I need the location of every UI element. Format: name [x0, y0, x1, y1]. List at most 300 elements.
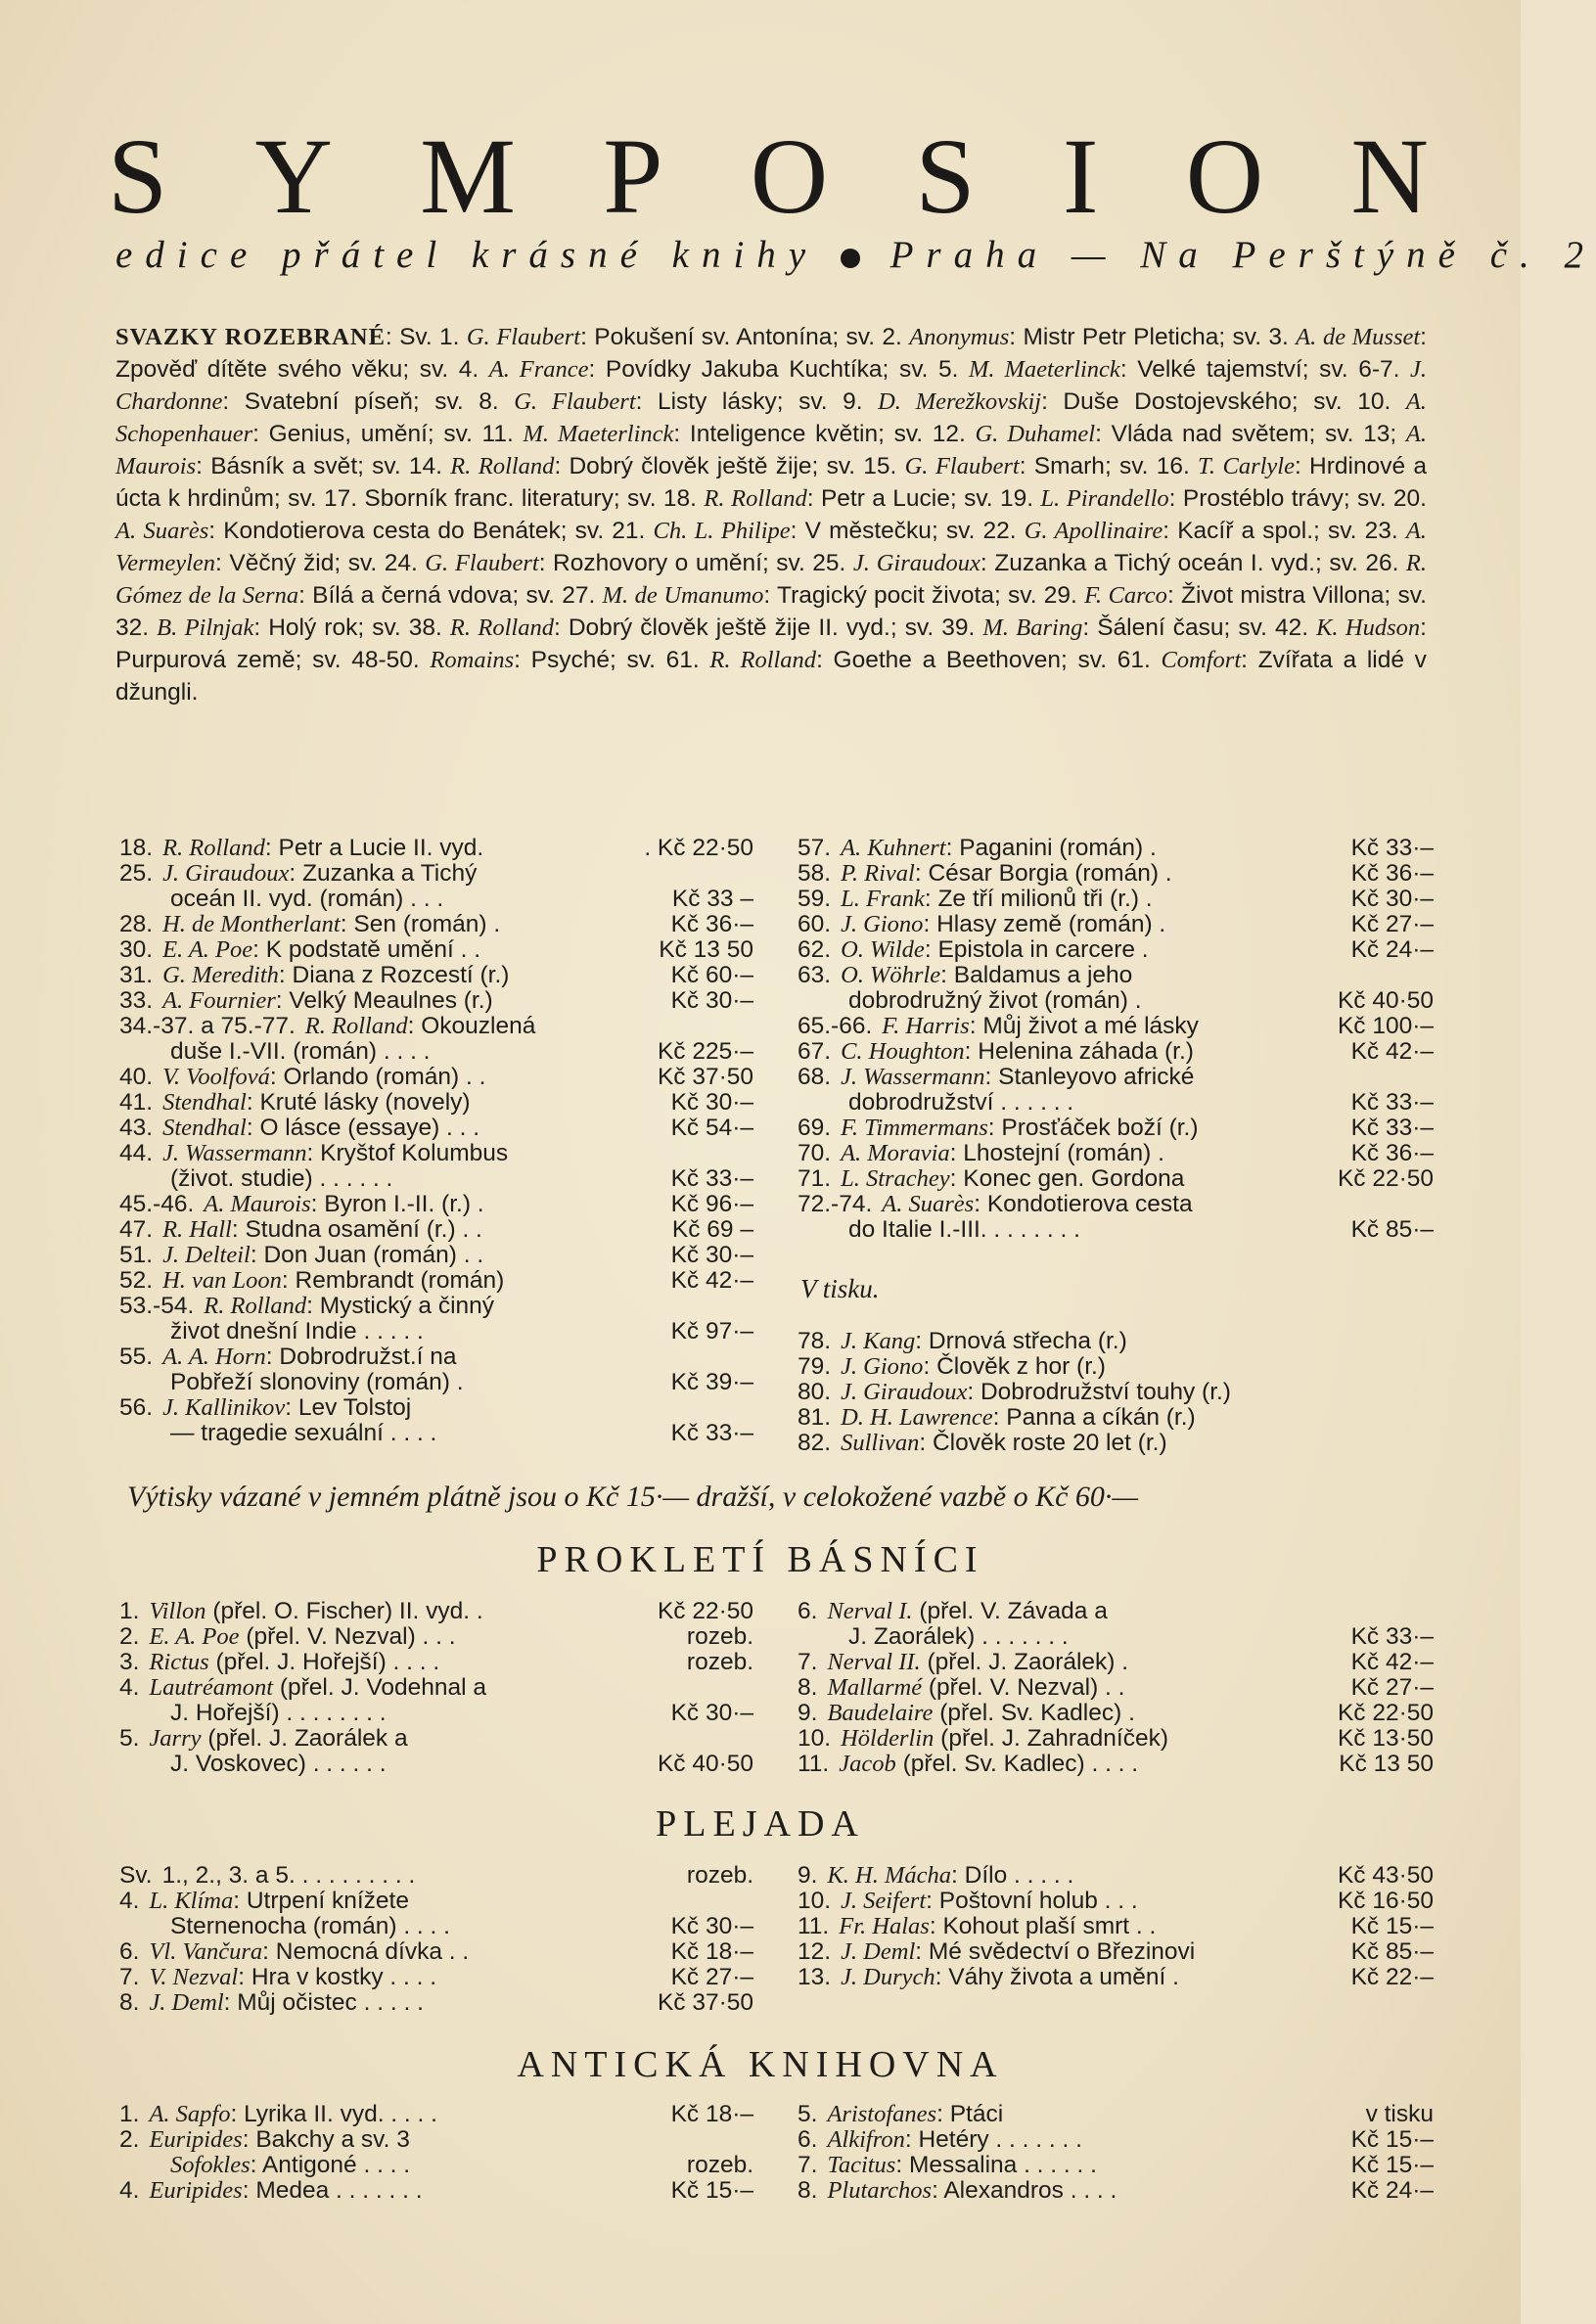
volume-number: Sv. 1.	[399, 324, 467, 350]
item-number: 34.-37. a 75.-77.	[119, 1013, 296, 1039]
item-number: 81.	[798, 1404, 832, 1431]
book-title: Kondotierova cesta	[986, 1191, 1193, 1217]
book-title: Kruté lásky (novely)	[259, 1089, 471, 1116]
anticka-right-list	[798, 2102, 1434, 2204]
sold-out-item: sv. 18. R. Rolland: Petr a Lucie	[627, 485, 950, 512]
author: P. Rival	[841, 860, 915, 887]
book-title: Rembrandt (román)	[295, 1267, 505, 1294]
list-item: 40.V. Voolfová: Orlando (román) . . Kč 37·50	[119, 1064, 753, 1090]
author: Alkifron	[827, 2126, 905, 2153]
item-number: 5.	[119, 1725, 140, 1752]
book-title: Mistr Petr Pleticha	[1023, 324, 1219, 350]
title-letter: M	[420, 116, 516, 236]
book-title: Prostéblo trávy	[1182, 485, 1344, 512]
price: Kč 22·50	[1337, 1700, 1434, 1726]
item-number: 3.	[119, 1649, 140, 1675]
item-number: 62.	[798, 936, 832, 963]
item-number: 80.	[798, 1379, 832, 1405]
list-item: 58.P. Rival: César Borgia (román) . Kč 36·–	[798, 860, 1434, 887]
list-item	[119, 1421, 753, 1446]
volume-number: sv. 29.	[1008, 582, 1085, 609]
author: Plutarchos	[827, 2177, 933, 2204]
list-item	[798, 1217, 1434, 1243]
author: M. Baring	[982, 615, 1083, 641]
bullet-icon	[841, 249, 860, 268]
author: Villon	[149, 1598, 206, 1624]
price: Kč 43·50	[1337, 1862, 1434, 1889]
price: Kč 33·–	[1350, 1089, 1434, 1116]
author: A. Kuhnert	[841, 835, 946, 861]
price: Kč 33·–	[1350, 1623, 1434, 1650]
list-item	[798, 1752, 1434, 1777]
list-item: 43.Stendhal: O lásce (essaye) . . . Kč 54·–	[119, 1115, 753, 1141]
book-title: Okouzlená	[421, 1013, 536, 1039]
item-number: 9.	[798, 1862, 818, 1889]
author: R. Rolland	[449, 615, 554, 641]
price: Kč 18·–	[670, 1938, 753, 1965]
price: Kč 27·–	[1350, 1674, 1434, 1701]
price: Kč 40·50	[657, 1751, 753, 1777]
list-item	[119, 1675, 753, 1701]
list-item: 67.C. Houghton: Helenina záhada (r.) Kč 42·–	[798, 1038, 1434, 1065]
author: H. van Loon	[162, 1267, 282, 1294]
author: F. Harris	[882, 1013, 970, 1039]
book-title: Pokušení sv. Antonína	[594, 324, 833, 350]
author: L. Strachey	[841, 1165, 950, 1192]
author: Euripides	[149, 2126, 243, 2153]
list-item	[119, 1166, 753, 1192]
author: A. Maurois	[204, 1191, 311, 1217]
item-number: 59.	[798, 886, 832, 912]
book-title: Utrpení knížete	[246, 1888, 409, 1914]
price: Kč 33·–	[1350, 835, 1434, 861]
book-title: Kohout plaší smrt . .	[942, 1913, 1157, 1939]
book-title: Messalina . . . . . .	[908, 2152, 1097, 2178]
list-item: 44.J. Wassermann: Kryštof Kolumbus	[119, 1140, 509, 1166]
author: J. Delteil	[162, 1242, 251, 1268]
list-item: 52.H. van Loon: Rembrandt (román) Kč 42·–	[119, 1267, 753, 1294]
list-item: 12.J. Deml: Mé svědectví o Březinovi Kč 85·–	[798, 1938, 1434, 1965]
plejada-left-list	[119, 1863, 753, 2016]
author: E. A. Poe	[149, 1623, 240, 1650]
price: Kč 69 –	[671, 1216, 753, 1243]
list-item: 47.R. Hall: Studna osamění (r.) . . Kč 69 –	[119, 1216, 753, 1243]
sold-out-item: sv. 11. M. Maeterlinck: Inteligence květin	[443, 421, 879, 447]
book-title: Alexandros . . . .	[943, 2177, 1117, 2204]
author: R. Rolland	[704, 485, 807, 512]
book-title: Nemocná dívka . .	[275, 1938, 470, 1965]
binding-note: Výtisky vázané v jemném plátně jsou o Kč 15·— dražší, v celokožené vazbě o Kč 60·—	[127, 1481, 1139, 1513]
book-title: (přel. Sv. Kadlec) . . . .	[902, 1751, 1139, 1777]
price: Kč 15·–	[1350, 2126, 1434, 2153]
author: B. Pilnjak	[157, 615, 254, 641]
sold-out-item: sv. 25. J. Giraudoux: Zuzanka a Tichý oceán I. vyd.	[776, 550, 1315, 576]
item-number: 70.	[798, 1140, 832, 1166]
price: Kč 42·–	[1350, 1038, 1434, 1065]
volume-number: sv. 21.	[574, 518, 654, 544]
book-title: Lev Tolstoj	[297, 1394, 412, 1421]
author: Jarry	[149, 1725, 202, 1752]
price: Kč 24·–	[1350, 2177, 1434, 2204]
book-title: V městečku	[804, 518, 932, 544]
item-number: 82.	[798, 1430, 832, 1456]
item-number: 25.	[119, 860, 154, 887]
book-title: Baldamus a jeho	[953, 962, 1133, 988]
author: A. de Musset	[1296, 324, 1421, 350]
item-number: 1.	[119, 2101, 140, 2127]
sold-out-item: sv. 48-50. Romains: Psyché	[312, 647, 610, 673]
author: Lautréamont	[149, 1674, 274, 1701]
list-item: 6.Alkifron: Hetéry . . . . . . . Kč 15·–	[798, 2126, 1434, 2153]
title-letter: P	[603, 116, 663, 236]
author: Fr. Halas	[839, 1913, 930, 1939]
subtitle-left: edice přátel krásné knihy	[115, 234, 819, 276]
price: Kč 27·–	[670, 1964, 753, 1990]
author: Stendhal	[162, 1115, 247, 1141]
author: T. Carlyle	[1198, 453, 1295, 479]
price: Kč 30·–	[670, 1913, 753, 1939]
sold-out-item: sv. 32. B. Pilnjak: Holý rok	[115, 582, 1427, 641]
price: Kč 30·–	[670, 1700, 753, 1726]
price: Kč 36·–	[670, 911, 753, 937]
item-number: 30.	[119, 936, 154, 963]
price: rozeb.	[686, 1862, 753, 1889]
list-item	[119, 1650, 753, 1675]
book-title: Genius, umění	[268, 421, 428, 447]
book-title: (přel. V. Nezval) . .	[928, 1674, 1125, 1701]
book-title: Hetéry . . . . . . .	[918, 2126, 1082, 2153]
item-number: 5.	[798, 2101, 818, 2127]
author: R. Hall	[162, 1216, 232, 1243]
book-title: Petr a Lucie	[820, 485, 950, 512]
volume-number: sv. 15.	[826, 453, 905, 479]
book-title: Holý rok	[268, 615, 358, 641]
list-item: 10.J. Seifert: Poštovní holub . . . Kč 16·50	[798, 1888, 1434, 1914]
book-title: Sternenocha (román) . . . .	[170, 1913, 450, 1939]
book-title: Dobrý člověk ještě žije	[569, 453, 812, 479]
sold-out-item: sv. 27. M. de Umanumo: Tragický pocit života	[525, 582, 994, 609]
item-number: 9.	[798, 1700, 818, 1726]
list-item: 71.L. Strachey: Konec gen. Gordona Kč 22·50	[798, 1165, 1434, 1192]
author: R. Rolland	[450, 453, 555, 479]
price: Kč 33·–	[670, 1420, 753, 1446]
author: M. Maeterlinck	[523, 421, 674, 447]
item-number: 79.	[798, 1353, 832, 1380]
author: J. Wassermann	[841, 1064, 985, 1090]
list-item: 53.-54.R. Rolland: Mystický a činný	[119, 1293, 495, 1319]
symposion-left-list	[119, 836, 753, 1446]
price: Kč 60·–	[670, 962, 753, 988]
volume-number: sv. 61.	[626, 647, 710, 673]
author: A. Vermeylen	[115, 518, 1427, 576]
book-title: Panna a cíkán (r.)	[1006, 1404, 1196, 1431]
volume-number: sv. 25.	[776, 550, 853, 576]
item-number: 4.	[119, 2177, 140, 2204]
price: Kč 225·–	[657, 1038, 753, 1065]
sold-out-item: sv. 4. A. France: Povídky Jakuba Kuchtíka	[419, 356, 883, 383]
author: F. Timmermans	[841, 1115, 988, 1141]
author: A. Fournier	[162, 987, 276, 1014]
book-title: Člověk z hor (r.)	[936, 1353, 1106, 1380]
price: Kč 54·–	[670, 1115, 753, 1141]
author: G. Flaubert	[466, 324, 581, 350]
volume-number: sv. 6-7.	[1319, 356, 1410, 383]
price: Kč 100·–	[1337, 1013, 1434, 1039]
list-item: 25.J. Giraudoux: Zuzanka a Tichý	[119, 860, 478, 887]
book-title: (život. studie) . . . . . .	[170, 1165, 393, 1192]
book-title: oceán II. vyd. (román) . . .	[170, 886, 444, 912]
price: Kč 30·–	[1350, 886, 1434, 912]
list-item: 1.A. Sapfo: Lyrika II. vyd. . . . . Kč 18·–	[119, 2101, 753, 2127]
book-title: J. Hořejší) . . . . . . . .	[170, 1700, 387, 1726]
book-title: do Italie I.-III. . . . . . . .	[848, 1216, 1080, 1243]
volume-number: sv. 32.	[115, 582, 1427, 641]
list-item: 13.J. Durych: Váhy života a umění . Kč 22·–	[798, 1964, 1434, 1990]
list-item: 8.Plutarchos: Alexandros . . . . Kč 24·–	[798, 2177, 1434, 2204]
section-title-anticka: ANTICKÁ KNIHOVNA	[517, 2044, 1004, 2085]
book-title: Dobrodružství touhy (r.)	[980, 1379, 1231, 1405]
sold-out-item: sv. 16. T. Carlyle: Hrdinové a úcta k hrdinům	[115, 453, 1427, 512]
price: Kč 15·–	[1350, 2152, 1434, 2178]
author: C. Houghton	[841, 1038, 965, 1065]
volume-number: sv. 13;	[1325, 421, 1406, 447]
book-title: Život mistra Villona	[1181, 582, 1385, 609]
book-title: Dobrodružst.í na	[279, 1344, 457, 1370]
author: Nerval II.	[827, 1649, 921, 1675]
book-title: Kacíř a spol.	[1177, 518, 1314, 544]
author: Sullivan	[841, 1430, 920, 1456]
price: Kč 33·–	[670, 1165, 753, 1192]
author: J. Durych	[841, 1964, 935, 1990]
list-item: 7.V. Nezval: Hra v kostky . . . . Kč 27·–	[119, 1964, 753, 1990]
author: Mallarmé	[827, 1674, 923, 1701]
author: Comfort	[1161, 647, 1242, 673]
author: Jacob	[839, 1751, 896, 1777]
book-title: dobrodružný život (román) .	[848, 987, 1142, 1014]
item-number: 47.	[119, 1216, 154, 1243]
author: J. Deml	[841, 1938, 916, 1965]
price: Kč 42·–	[670, 1267, 753, 1294]
title-letter: S	[108, 116, 168, 236]
book-title: Konec gen. Gordona	[963, 1165, 1185, 1192]
list-item: 81.D. H. Lawrence: Panna a cíkán (r.)	[798, 1404, 1196, 1431]
list-item	[798, 1599, 1434, 1624]
book-title: Člověk roste 20 let (r.)	[932, 1430, 1167, 1456]
volume-number: sv. 11.	[443, 421, 524, 447]
price: rozeb.	[686, 2152, 753, 2178]
book-title: Hra v kostky . . . .	[251, 1964, 437, 1990]
author: J. Kallinikov	[162, 1394, 286, 1421]
price: Kč 13 50	[659, 936, 753, 963]
volume-number: sv. 38.	[372, 615, 450, 641]
book-title: Zvířata a lidé v džungli.	[115, 647, 1427, 706]
volume-number: sv. 10.	[1313, 388, 1406, 415]
price: Kč 15·–	[1350, 1913, 1434, 1939]
item-number: 8.	[798, 2177, 818, 2204]
volume-number: sv. 14.	[372, 453, 451, 479]
book-title: Epistola in carcere .	[937, 936, 1149, 963]
book-title: Inteligence květin	[689, 421, 879, 447]
sold-out-heading: SVAZKY ROZEBRANÉ	[115, 324, 386, 350]
author: A. Suarès	[882, 1191, 975, 1217]
book-title: Don Juan (román) . .	[263, 1242, 484, 1268]
in-print-list	[798, 1329, 1434, 1456]
list-item	[119, 1370, 753, 1395]
item-number: 63.	[798, 962, 832, 988]
price: Kč 39·–	[670, 1369, 753, 1395]
book-title: (přel. V. Nezval) . . .	[246, 1623, 456, 1650]
book-title: Bakchy a sv. 3	[255, 2126, 410, 2153]
volume-number: sv. 9.	[798, 388, 879, 415]
item-number: 33.	[119, 987, 154, 1014]
book-title: K podstatě umění . .	[265, 936, 481, 963]
book-title: život dnešní Indie . . . . .	[170, 1318, 424, 1344]
sold-out-paragraph: SVAZKY ROZEBRANÉ: Sv. 1. G. Flaubert: Pokušení sv. Antonína; sv. 2. Anonymus: Mistr Petr Pleticha; sv. 3. A. de Musset: Zpověď dítěte svého věku; sv. 4. A. France: Povídky Jakuba Kuchtíka; sv. 5. M. Maeterlinck: Velké tajemství; sv. 6-7. J. Chardonne: Svatební píseň; sv. 8. G. Flaubert: Listy lásky; sv. 9. D. Merežkovskij: Duše Dostojevského; sv. 10. A. Schopenhauer: Genius, umění; sv. 11. M. Maeterlinck: Inteligence květin; sv. 12. G. Duhamel: Vláda nad světem; sv. 13; A. Maurois: Básník a svět; sv. 14. R. Rolland: Dobrý člověk ještě žije; sv. 15. G. Flaubert: Smarh; sv. 16. T. Carlyle: Hrdinové a úcta k hrdinům; sv. 17. Sborník franc. literatury; sv. 18. R. Rolland: Petr a Lucie; sv. 19. L. Pirandello: Prostéblo trávy; sv. 20. A. Suarès: Kondotierova cesta do Benátek; sv. 21. Ch. L. Philipe: V městečku; sv. 22. G. Apollinaire: Kacíř a spol.; sv. 23. A. Vermeylen: Věčný žid; sv. 24. G. Flaubert: Rozhovory o umění; sv. 25. J. Giraudoux: Zuzanka a Tichý oceán I. vyd.; sv. 26. R. Gómez de la Serna: Bílá a černá vdova; sv. 27. M. de Umanumo: Tragický pocit života; sv. 29. F. Carco: Život mistra Villona; sv. 32. B. Pilnjak: Holý rok; sv. 38. R. Rolland: Dobrý člověk ještě žije II. vyd.; sv. 39. M. Baring: Šálení času; sv. 42. K. Hudson: Purpurová země; sv. 48-50. Romains: Psyché; sv. 61. R. Rolland: Goethe a Beethoven; sv. 61. Comfort: Zvířata a lidé v džungli.	[115, 324, 1428, 706]
author: Tacitus	[827, 2152, 896, 2178]
list-item: 7.Tacitus: Messalina . . . . . . Kč 15·–	[798, 2152, 1434, 2178]
author: V. Voolfová	[162, 1064, 270, 1090]
author: R. Rolland	[709, 647, 817, 673]
price: v tisku	[1365, 2101, 1434, 2127]
author: Nerval I.	[827, 1598, 913, 1624]
sold-out-item: sv. 3. A. de Musset: Zpověď dítěte svého věku	[115, 324, 1427, 383]
list-item: 18.R. Rolland: Petr a Lucie II. vyd. . Kč 22·50	[119, 835, 753, 861]
book-title: Purpurová země	[115, 647, 296, 673]
item-number: 44.	[119, 1140, 154, 1166]
book-title: Kryštof Kolumbus	[320, 1140, 509, 1166]
list-item: 68.J. Wassermann: Stanleyovo africké	[798, 1064, 1195, 1090]
item-number: 28.	[119, 911, 154, 937]
title-letter: Y	[254, 116, 333, 236]
sold-out-item: Sv. 1. G. Flaubert: Pokušení sv. Antonína	[399, 324, 833, 350]
item-number: Sv.	[119, 1862, 153, 1889]
book-title: Zuzanka a Tichý	[301, 860, 478, 887]
book-title: (přel. J. Vodehnal a	[279, 1674, 486, 1701]
author: J. Kang	[841, 1328, 916, 1354]
author: Sofokles	[170, 2152, 251, 2178]
author: D. Merežkovskij	[878, 388, 1042, 415]
book-title: Můj život a mé lásky	[982, 1013, 1199, 1039]
list-item: 4.L. Klíma: Utrpení knížete	[119, 1888, 409, 1914]
author: Romains	[430, 647, 515, 673]
list-item: 57.A. Kuhnert: Paganini (román) . Kč 33·–	[798, 835, 1434, 861]
author: E. A. Poe	[162, 936, 253, 963]
author: Stendhal	[162, 1089, 247, 1116]
list-item	[798, 1726, 1434, 1752]
sold-out-item: sv. 5. M. Maeterlinck: Velké tajemství	[898, 356, 1302, 383]
subtitle-right: Praha — Na Perštýně č. 2	[889, 234, 1596, 276]
price: Kč 33·–	[1350, 1115, 1434, 1141]
list-item: 6.Vl. Vančura: Nemocná dívka . . Kč 18·–	[119, 1938, 753, 1965]
author: A. Moravia	[841, 1140, 950, 1166]
item-number: 41.	[119, 1089, 154, 1116]
item-number: 6.	[798, 1598, 818, 1624]
book-title: dobrodružství . . . . . .	[848, 1089, 1074, 1116]
item-number: 10.	[798, 1725, 832, 1752]
title-letter: O	[1185, 116, 1264, 236]
item-number: 7.	[798, 2152, 818, 2178]
book-title: Paganini (román) .	[959, 835, 1157, 861]
list-item: 30.E. A. Poe: K podstatě umění . . Kč 13 50	[119, 936, 753, 963]
author: Euripides	[149, 2177, 243, 2204]
list-item: 70.A. Moravia: Lhostejní (román) . Kč 36·–	[798, 1140, 1434, 1166]
list-item	[119, 1726, 753, 1752]
author: A. France	[488, 356, 589, 383]
list-item: 2.Euripides: Bakchy a sv. 3	[119, 2126, 410, 2153]
prokleti-right-list	[798, 1599, 1434, 1777]
item-number: 78.	[798, 1328, 832, 1354]
list-item	[119, 1039, 753, 1065]
plejada-right-list	[798, 1863, 1434, 1990]
price: Kč 37·50	[657, 1989, 753, 2016]
item-number: 11.	[798, 1751, 830, 1777]
list-item	[798, 1701, 1434, 1726]
price: Kč 30·–	[670, 1242, 753, 1268]
list-item: 8.J. Deml: Můj očistec . . . . . Kč 37·50	[119, 1989, 753, 2016]
list-item: 31.G. Meredith: Diana z Rozcestí (r.) Kč 60·–	[119, 962, 753, 988]
price: Kč 97·–	[670, 1318, 753, 1344]
list-item: 62.O. Wilde: Epistola in carcere . Kč 24·–	[798, 936, 1434, 963]
sold-out-item: sv. 6-7. J. Chardonne: Svatební píseň	[115, 356, 1427, 415]
price: rozeb.	[686, 1623, 753, 1650]
book-title: 1., 2., 3. a 5. . . . . . . . . .	[161, 1862, 416, 1889]
item-number: 52.	[119, 1267, 154, 1294]
list-item	[119, 1701, 753, 1726]
sold-out-item: sv. 23. A. Vermeylen: Věčný žid	[115, 518, 1427, 576]
item-number: 69.	[798, 1115, 832, 1141]
price: Kč 18·–	[670, 2101, 753, 2127]
item-number: 58.	[798, 860, 832, 887]
item-number: 12.	[798, 1938, 832, 1965]
book-title: Dobrý člověk ještě žije II. vyd.	[568, 615, 890, 641]
item-number: 2.	[119, 1623, 140, 1650]
sold-out-item: sv. 20. A. Suarès: Kondotierova cesta do Benátek	[115, 485, 1427, 544]
item-number: 56.	[119, 1394, 154, 1421]
book-title: Váhy života a umění .	[948, 1964, 1179, 1990]
list-item: 28.H. de Montherlant: Sen (román) . Kč 36·–	[119, 911, 753, 937]
book-title: (přel. J. Zaorálek a	[207, 1725, 408, 1752]
sold-out-item: sv. 2. Anonymus: Mistr Petr Pleticha	[845, 324, 1219, 350]
price: Kč 96·–	[670, 1191, 753, 1217]
book-title: Sborník franc. literatury	[364, 485, 614, 512]
item-number: 1.	[119, 1598, 140, 1624]
book-title: Tragický pocit života	[777, 582, 994, 609]
book-title: Pobřeží slonoviny (román) .	[170, 1369, 464, 1395]
author: O. Wilde	[841, 936, 925, 963]
title-letter: S	[915, 116, 976, 236]
series-title	[108, 117, 1429, 235]
title-letter: N	[1350, 116, 1429, 236]
price: Kč 85·–	[1350, 1938, 1434, 1965]
list-item: 60.J. Giono: Hlasy země (román) . Kč 27·–	[798, 911, 1434, 937]
author: O. Wöhrle	[841, 962, 941, 988]
item-number: 13.	[798, 1964, 832, 1990]
volume-number: sv. 17.	[288, 485, 365, 512]
book-title: Hrdinové a úcta k hrdinům	[115, 453, 1427, 512]
author: R. Gómez de la Serna	[115, 550, 1428, 609]
title-letter: O	[750, 116, 829, 236]
book-title: Svatební píseň	[244, 388, 413, 415]
symposion-right-list	[798, 836, 1434, 1243]
sold-out-item: sv. 19. L. Pirandello: Prostéblo trávy	[964, 485, 1344, 512]
author: A. A. Horn	[162, 1344, 266, 1370]
book-title: Můj očistec . . . . .	[237, 1989, 424, 2016]
price: . Kč 22·50	[644, 835, 753, 861]
price: rozeb.	[686, 1649, 753, 1675]
author: J. Seifert	[841, 1888, 927, 1914]
author: G. Flaubert	[425, 550, 539, 576]
sold-out-item: sv. 22. G. Apollinaire: Kacíř a spol.	[945, 518, 1314, 544]
